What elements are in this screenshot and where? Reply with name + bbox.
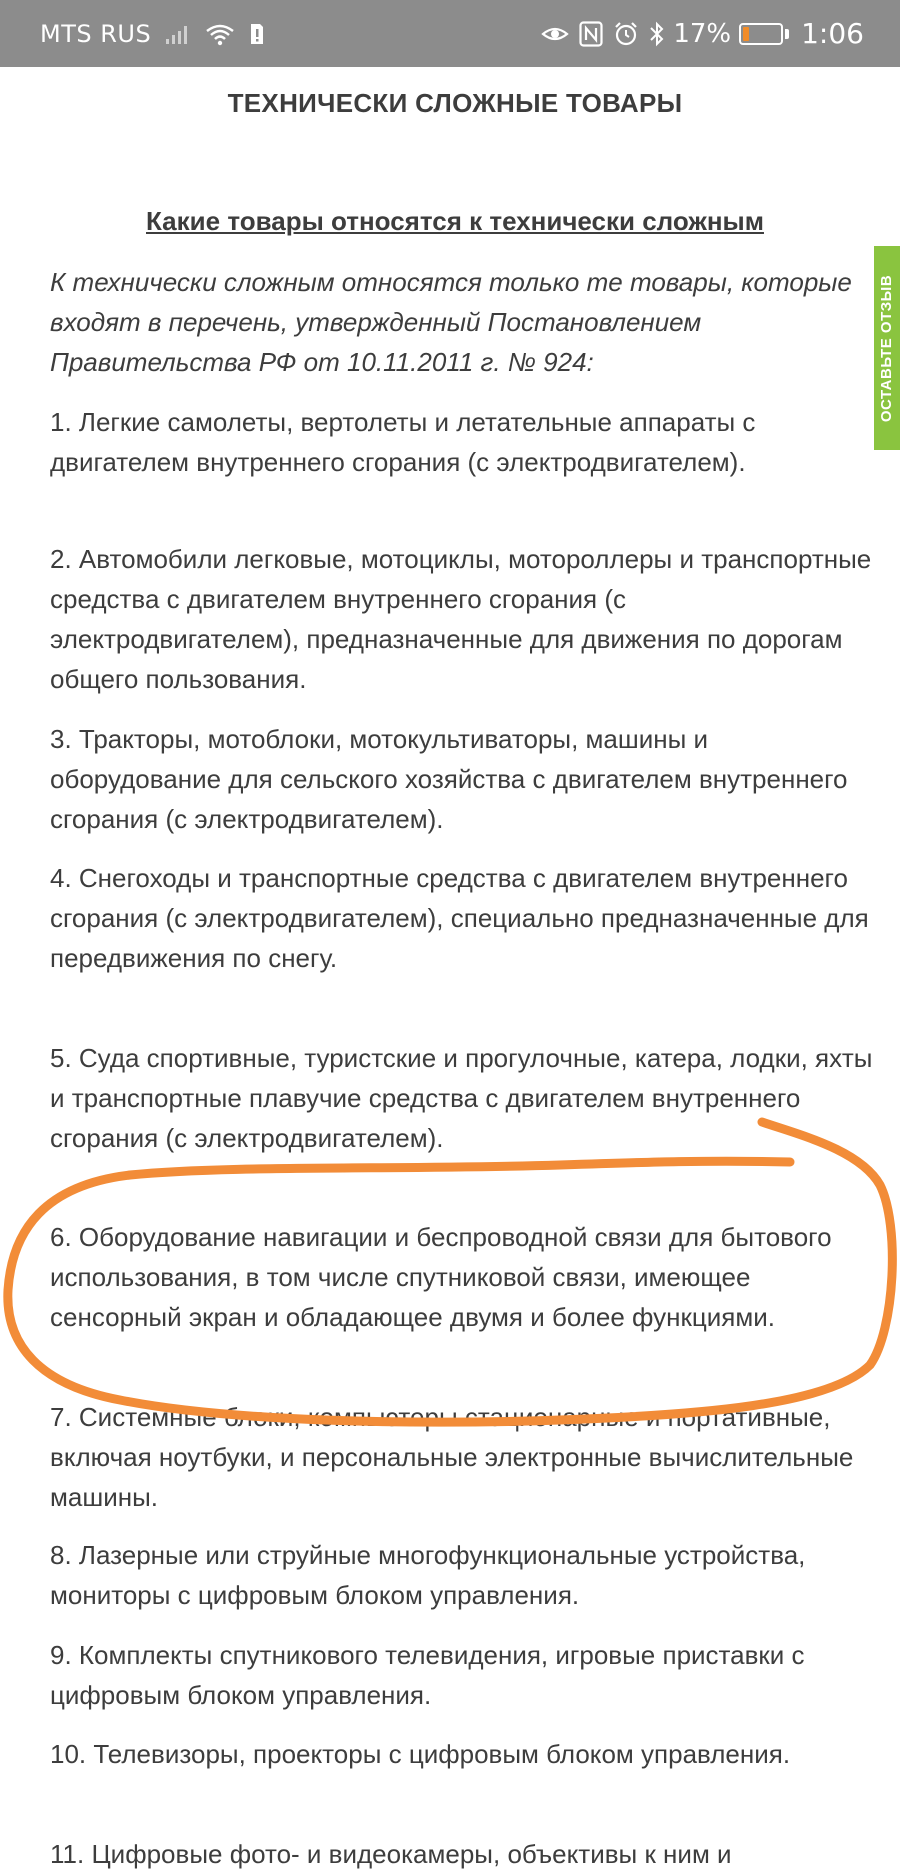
eye-icon <box>541 23 569 45</box>
status-left <box>40 20 531 48</box>
carrier-label: MTS RUS <box>40 19 152 48</box>
bluetooth-icon <box>649 21 665 47</box>
list-item: 11. Цифровые фото- и видеокамеры, объективы к ним и <box>50 1839 732 1869</box>
sim-icon <box>249 22 265 46</box>
list-item: 2. Автомобили легковые, мотоциклы, мотороллеры и транспортные средства с двигателем внутреннего сгорания (с электродвигателем), предназначенные для движения по дорогам общего пользования. <box>50 544 872 694</box>
list-item: 7. Системные блоки, компьютеры стационарные и портативные, включая ноутбуки, и персональные электронные вычислительные машины. <box>50 1402 854 1512</box>
list-item: 9. Комплекты спутникового телевидения, игровые приставки с цифровым блоком управления. <box>50 1640 805 1710</box>
battery-icon <box>739 23 789 45</box>
feedback-tab-label: ОСТАВЬТЕ ОТЗЫВ <box>878 274 896 422</box>
section-heading: Какие товары относятся к технически сложным <box>146 206 764 236</box>
status-right <box>531 17 864 50</box>
wifi-icon <box>205 22 235 46</box>
feedback-tab[interactable] <box>874 246 900 450</box>
intro-paragraph: К технически сложным относятся только те товары, которые входят в перечень, утвержденный Постановлением Правительства РФ от 10.11.2011 г. № 924: <box>50 267 852 377</box>
list-item: 5. Суда спортивные, туристские и прогулочные, катера, лодки, яхты и транспортные плавучие средства с двигателем внутреннего сгорания (с электродвигателем). <box>50 1043 873 1153</box>
clock: 1:06 <box>801 17 864 50</box>
battery-percent: 17% <box>673 18 732 49</box>
nfc-icon <box>579 21 603 47</box>
list-item: 6. Оборудование навигации и беспроводной связи для бытового использования, в том числе спутниковой связи, имеющее сенсорный экран и обладающее двумя и более функциями. <box>50 1222 832 1332</box>
page-title: ТЕХНИЧЕСКИ СЛОЖНЫЕ ТОВАРЫ <box>227 88 683 118</box>
list-item: 4. Снегоходы и транспортные средства с двигателем внутреннего сгорания (с электродвигателем), специально предназначенные для передвижения по снегу. <box>50 863 869 973</box>
signal-icon <box>165 23 191 45</box>
list-item: 10. Телевизоры, проекторы с цифровым блоком управления. <box>50 1739 791 1769</box>
status-bar <box>0 0 900 67</box>
alarm-icon <box>613 21 639 47</box>
list-item: 3. Тракторы, мотоблоки, мотокультиваторы, машины и оборудование для сельского хозяйства с двигателем внутреннего сгорания (с электродвигателем). <box>50 724 848 834</box>
list-item: 8. Лазерные или струйные многофункциональные устройства, мониторы с цифровым блоком управления. <box>50 1540 806 1610</box>
list-item: 1. Легкие самолеты, вертолеты и летательные аппараты с двигателем внутреннего сгорания (с электродвигателем). <box>50 407 756 477</box>
